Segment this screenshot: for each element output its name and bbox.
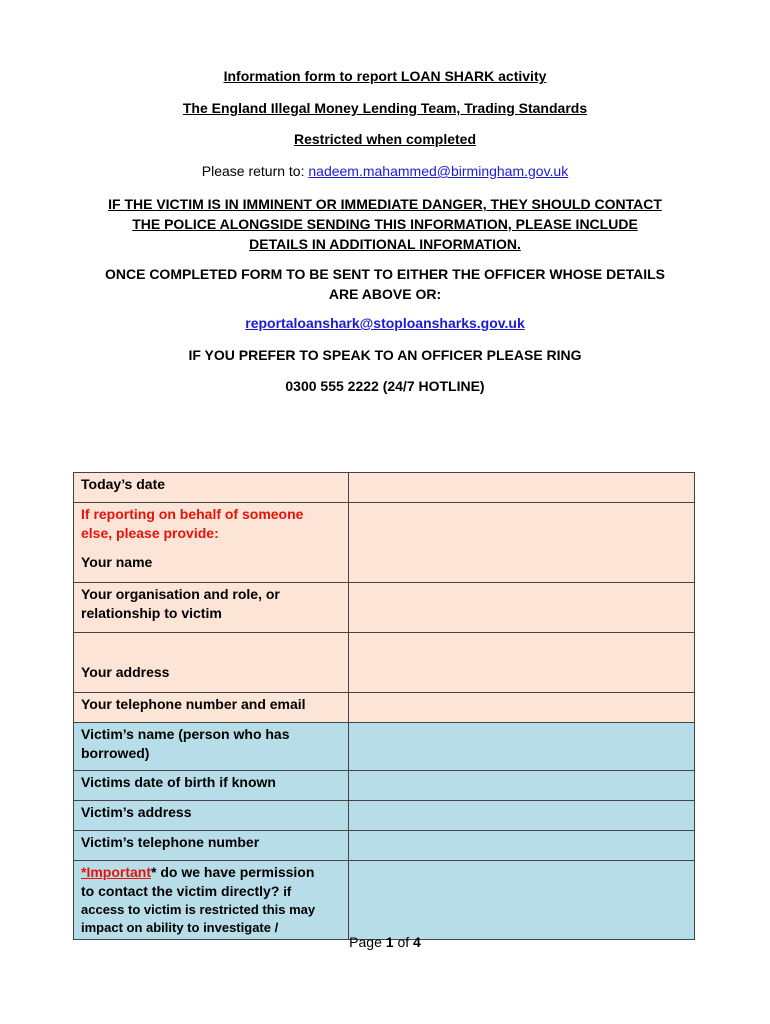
team-name: The England Illegal Money Lending Team, Trading Standards bbox=[182, 100, 588, 116]
row-your-name bbox=[74, 503, 695, 583]
page-of: of bbox=[397, 934, 410, 950]
form-title: Information form to report LOAN SHARK activity bbox=[223, 68, 547, 84]
label-todays-date: Today’s date bbox=[74, 473, 349, 503]
danger-line-1: IF THE VICTIM IS IN IMMINENT OR IMMEDIATE DANGER, THEY SHOULD CONTACT bbox=[108, 196, 662, 212]
row-your-phone-email bbox=[74, 693, 695, 723]
speak-notice: IF YOU PREFER TO SPEAK TO AN OFFICER PLEASE RING bbox=[188, 347, 582, 363]
completed-line-2: ARE ABOVE OR: bbox=[328, 286, 442, 302]
row-organisation bbox=[74, 583, 695, 633]
important-star: * bbox=[81, 864, 87, 880]
label-victim-dob: Victims date of birth if known bbox=[74, 771, 349, 801]
label-victim-name bbox=[74, 723, 349, 771]
important-word: Important bbox=[86, 864, 152, 880]
important-note-line-2: access to victim is restricted this may bbox=[81, 902, 316, 917]
row-victim-name bbox=[74, 723, 695, 771]
return-line bbox=[0, 163, 770, 179]
label-organisation bbox=[74, 583, 349, 633]
page-word: Page bbox=[349, 934, 382, 950]
report-email-line bbox=[0, 315, 770, 331]
completed-notice bbox=[0, 264, 770, 304]
label-permission bbox=[74, 861, 349, 940]
page-number bbox=[0, 934, 770, 950]
field-victim-phone[interactable] bbox=[349, 831, 695, 861]
row-your-address bbox=[74, 633, 695, 693]
hotline-number: 0300 555 2222 (24/7 HOTLINE) bbox=[285, 378, 485, 394]
field-victim-address[interactable] bbox=[349, 801, 695, 831]
label-your-name: Your name bbox=[81, 554, 153, 570]
restricted-notice: Restricted when completed bbox=[293, 131, 477, 147]
important-note-line-3: impact on ability to investigate / bbox=[81, 920, 279, 935]
label-behalf bbox=[74, 503, 349, 583]
important-line-1 bbox=[81, 863, 341, 882]
field-your-address[interactable] bbox=[349, 633, 695, 693]
label-your-address: Your address bbox=[74, 633, 349, 693]
permission-question: to contact the victim directly? bbox=[81, 883, 280, 899]
row-todays-date bbox=[74, 473, 695, 503]
label-victim-address: Victim’s address bbox=[74, 801, 349, 831]
field-permission[interactable] bbox=[349, 861, 695, 940]
org-line-1: Your organisation and role, or bbox=[81, 586, 280, 602]
org-line-2: relationship to victim bbox=[81, 605, 222, 621]
important-rest: * do we have permission bbox=[151, 864, 315, 880]
page-current: 1 bbox=[385, 934, 394, 950]
important-note-if: if bbox=[283, 884, 292, 899]
field-organisation[interactable] bbox=[349, 583, 695, 633]
page-total: 4 bbox=[413, 934, 421, 950]
field-victim-name[interactable] bbox=[349, 723, 695, 771]
victim-name-line-2: borrowed) bbox=[81, 745, 150, 761]
victim-name-line-1: Victim’s name (person who has bbox=[81, 726, 290, 742]
field-your-phone-email[interactable] bbox=[349, 693, 695, 723]
return-label: Please return to: bbox=[201, 163, 305, 179]
row-victim-dob bbox=[74, 771, 695, 801]
report-email-link[interactable]: reportaloanshark@stoploansharks.gov.uk bbox=[245, 315, 525, 331]
field-your-name[interactable] bbox=[349, 503, 695, 583]
row-permission bbox=[74, 861, 695, 940]
label-your-phone-email: Your telephone number and email bbox=[74, 693, 349, 723]
field-todays-date[interactable] bbox=[349, 473, 695, 503]
field-victim-dob[interactable] bbox=[349, 771, 695, 801]
danger-line-2: THE POLICE ALONGSIDE SENDING THIS INFORMATION, PLEASE INCLUDE bbox=[132, 216, 638, 232]
row-victim-phone bbox=[74, 831, 695, 861]
report-form-table bbox=[73, 472, 695, 940]
behalf-line-1: If reporting on behalf of someone bbox=[81, 506, 304, 522]
important-line-2 bbox=[81, 882, 341, 901]
danger-notice bbox=[0, 194, 770, 254]
completed-line-1: ONCE COMPLETED FORM TO BE SENT TO EITHER THE OFFICER WHOSE DETAILS bbox=[104, 266, 666, 282]
danger-line-3: DETAILS IN ADDITIONAL INFORMATION. bbox=[249, 236, 521, 252]
return-email-link[interactable]: nadeem.mahammed@birmingham.gov.uk bbox=[308, 163, 569, 179]
behalf-line-2: else, please provide: bbox=[81, 525, 219, 541]
label-victim-phone: Victim’s telephone number bbox=[74, 831, 349, 861]
row-victim-address bbox=[74, 801, 695, 831]
